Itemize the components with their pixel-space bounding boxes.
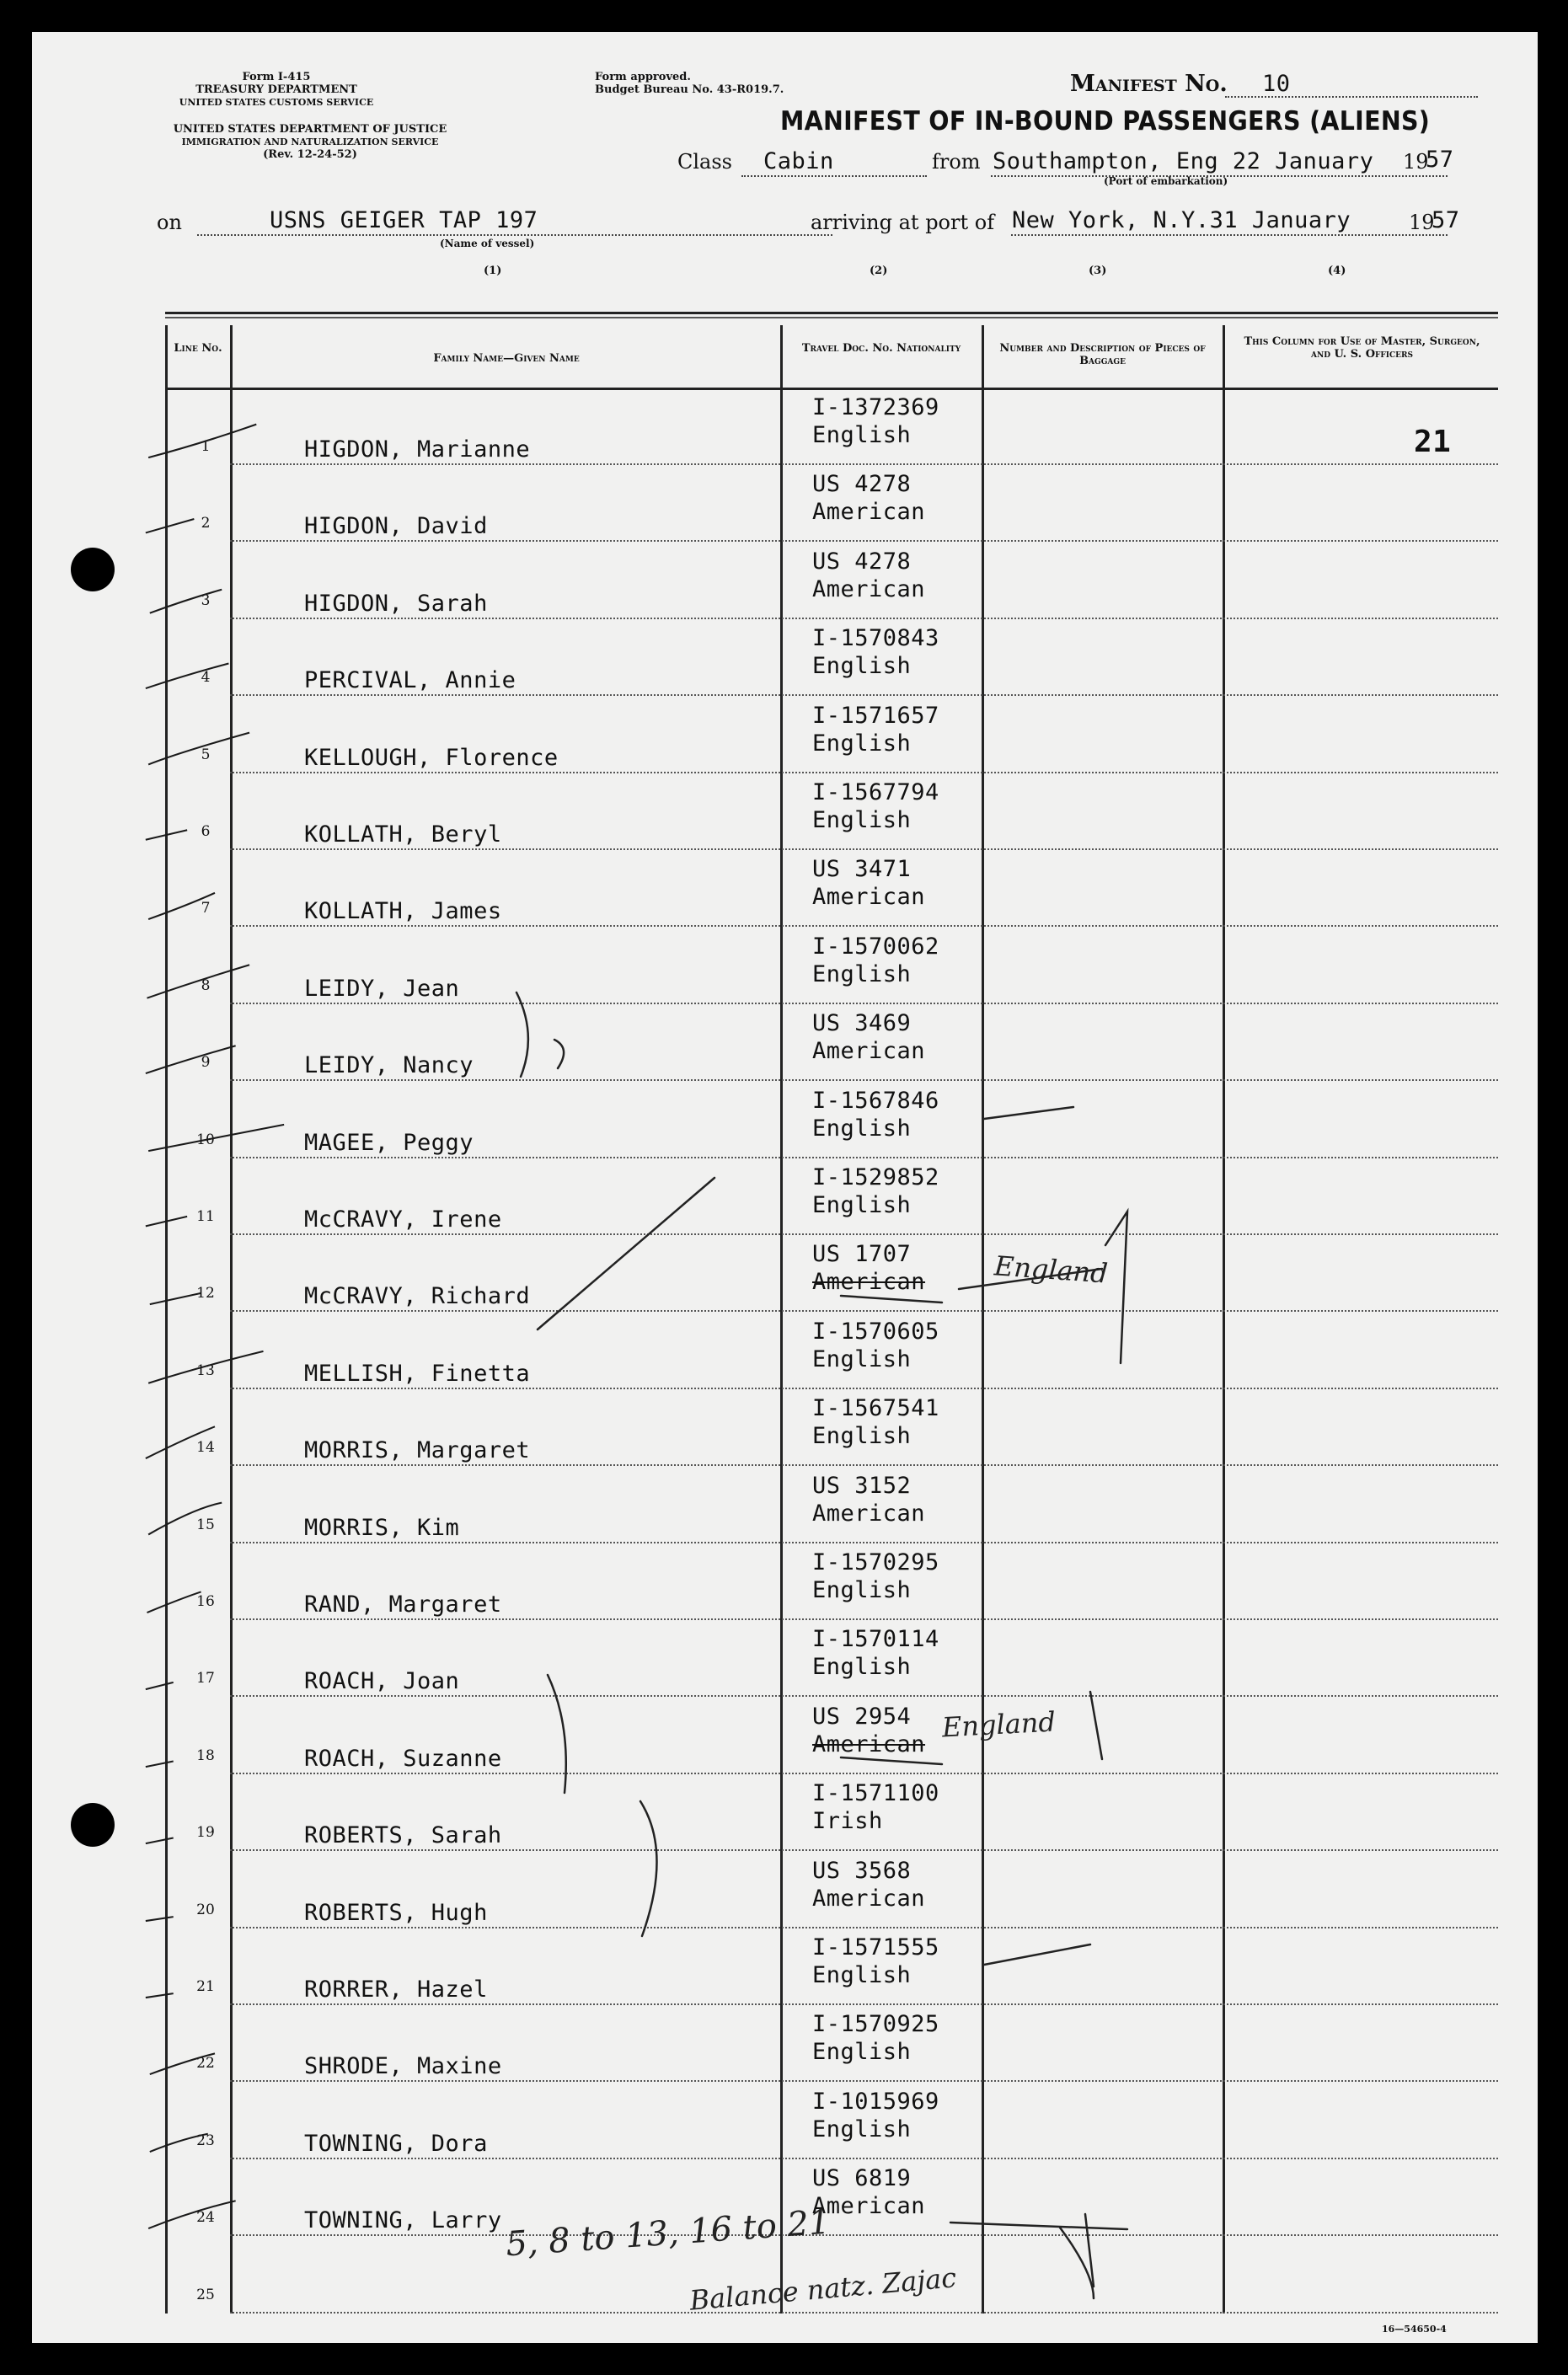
nationality: English	[812, 1115, 912, 1142]
header-name: Family Name—Given Name	[433, 352, 580, 365]
justice-dept: UNITED STATES DEPARTMENT OF JUSTICE	[173, 123, 447, 136]
arrival-year-prefix: 19	[1409, 211, 1435, 234]
travel-doc-no: US 2954	[812, 1703, 912, 1730]
nationality: American	[812, 1500, 926, 1527]
travel-doc-no: I-1570114	[812, 1626, 939, 1653]
table-row	[165, 1159, 1498, 1236]
line-number: 4	[201, 669, 211, 687]
class-label: Class	[677, 150, 732, 174]
line-number: 17	[196, 1670, 215, 1688]
justice-block	[158, 123, 462, 161]
manifest-no-value: 10	[1262, 71, 1291, 97]
row-dotted-rule	[230, 848, 1498, 850]
travel-doc-no: US 3152	[812, 1472, 912, 1499]
line-number: 8	[201, 976, 211, 994]
nationality: American	[812, 575, 926, 602]
row-dotted-rule	[230, 1079, 1498, 1081]
travel-doc-no: I-1571100	[812, 1780, 939, 1807]
row-dotted-rule	[230, 1773, 1498, 1774]
table-row	[165, 1621, 1498, 1698]
col-num-3: (3)	[1089, 265, 1107, 277]
line-number: 19	[196, 1824, 215, 1842]
nationality: English	[812, 2039, 912, 2066]
table-row	[165, 543, 1498, 620]
travel-doc-no: I-1571657	[812, 702, 939, 729]
passenger-name: TOWNING, Larry	[304, 2207, 502, 2234]
travel-doc-no: I-1372369	[812, 394, 939, 420]
port-embark-caption: (Port of embarkation)	[1104, 175, 1228, 187]
travel-doc-no: US 3568	[812, 1857, 912, 1884]
manifest-title: MANIFEST OF IN-BOUND PASSENGERS (ALIENS)	[780, 106, 1431, 136]
table-row	[165, 851, 1498, 928]
hand-england-row12: England	[993, 1249, 1110, 1290]
nationality: American	[812, 1885, 926, 1912]
travel-doc-no: I-1570925	[812, 2011, 939, 2038]
table-row	[165, 1544, 1498, 1621]
hand-balance-note: Balance natz. Zajac	[688, 2261, 958, 2317]
line-number: 25	[196, 2286, 215, 2303]
nationality: English	[812, 1654, 912, 1681]
form-approved-block	[595, 71, 814, 96]
table-row	[165, 466, 1498, 543]
line-number: 9	[201, 1054, 211, 1072]
nationality: English	[812, 2116, 912, 2142]
passenger-name: HIGDON, David	[304, 513, 488, 540]
form-number: Form I-415	[242, 71, 311, 83]
nationality: English	[812, 422, 912, 448]
nationality: American	[812, 1269, 926, 1296]
officer-note: 21	[1414, 425, 1452, 459]
nationality: English	[812, 960, 912, 987]
passenger-name: ROBERTS, Hugh	[304, 1899, 488, 1926]
line-number: 16	[196, 1593, 215, 1610]
passenger-name: HIGDON, Marianne	[304, 436, 531, 463]
form-revision: (Rev. 12-24-52)	[263, 148, 357, 161]
nationality: Irish	[812, 1808, 883, 1835]
line-number: 6	[201, 823, 211, 840]
passenger-name: LEIDY, Nancy	[304, 1052, 474, 1079]
passenger-name: MORRIS, Margaret	[304, 1437, 531, 1464]
row-dotted-rule	[230, 1542, 1498, 1543]
table-row	[165, 1775, 1498, 1852]
line-number: 20	[196, 1901, 215, 1918]
nationality: English	[812, 1423, 912, 1450]
table-row	[165, 1005, 1498, 1082]
line-number: 5	[201, 746, 211, 763]
row-dotted-rule	[230, 1233, 1498, 1235]
row-dotted-rule	[230, 618, 1498, 619]
row-dotted-rule	[230, 925, 1498, 927]
row-dotted-rule	[230, 1157, 1498, 1158]
header-officers: This Column for Use of Master, Surgeon, and U. S. Officers	[1244, 335, 1480, 361]
budget-bureau: Budget Bureau No. 43-R019.7.	[595, 83, 784, 96]
row-dotted-rule	[230, 1927, 1498, 1928]
travel-doc-no: I-1571555	[812, 1934, 939, 1960]
row-dotted-rule	[230, 463, 1498, 465]
row-dotted-rule	[230, 2312, 1498, 2313]
nationality: English	[812, 1192, 912, 1218]
table-row	[165, 698, 1498, 774]
passenger-table	[165, 283, 1498, 2313]
table-row	[165, 928, 1498, 1005]
passenger-name: PERCIVAL, Annie	[304, 667, 516, 694]
line-number: 14	[196, 1439, 215, 1457]
passenger-name: LEIDY, Jean	[304, 975, 460, 1002]
table-row	[165, 2083, 1498, 2160]
table-row	[165, 389, 1498, 466]
line-number: 18	[196, 1746, 215, 1764]
table-row	[165, 2160, 1498, 2237]
line-number: 2	[201, 515, 211, 532]
row-dotted-rule	[230, 1618, 1498, 1620]
row-dotted-rule	[230, 1464, 1498, 1466]
arriving-label: arriving at port of	[811, 211, 995, 234]
table-row	[165, 1390, 1498, 1467]
ins-service: IMMIGRATION AND NATURALIZATION SERVICE	[181, 136, 439, 147]
table-top-rule	[165, 312, 1498, 314]
line-number: 7	[201, 900, 211, 917]
passenger-name: RORRER, Hazel	[304, 1976, 488, 2003]
nationality: English	[812, 653, 912, 680]
travel-doc-no: US 3471	[812, 856, 912, 883]
nationality: English	[812, 807, 912, 833]
travel-doc-no: I-1570295	[812, 1549, 939, 1575]
manifest-no-label: Manifest No.	[1070, 71, 1228, 97]
passenger-name: MAGEE, Peggy	[304, 1129, 474, 1156]
line-number: 21	[196, 1978, 215, 1995]
line-number: 12	[196, 1285, 215, 1303]
from-year: 57	[1426, 147, 1454, 173]
passenger-name: KOLLATH, Beryl	[304, 821, 502, 848]
travel-doc-no: US 4278	[812, 471, 912, 498]
table-row	[165, 1698, 1498, 1775]
header-baggage: Number and Description of Pieces of Baggage	[999, 342, 1206, 367]
row-dotted-rule	[230, 1695, 1498, 1697]
nationality: American	[812, 1038, 926, 1065]
line-number: 24	[196, 2209, 215, 2227]
form-approved: Form approved.	[595, 71, 691, 83]
row-dotted-rule	[230, 1388, 1498, 1389]
class-value: Cabin	[763, 148, 834, 174]
passenger-name: SHRODE, Maxine	[304, 2053, 502, 2080]
travel-doc-no: I-1529852	[812, 1164, 939, 1190]
travel-doc-no: US 6819	[812, 2165, 912, 2192]
line-number: 13	[196, 1361, 215, 1379]
row-dotted-rule	[230, 2003, 1498, 2005]
hand-range-note: 5, 8 to 13, 16 to 21	[504, 2202, 832, 2265]
form-id-block	[150, 71, 403, 109]
nationality: American	[812, 2193, 926, 2220]
travel-doc-no: I-1570843	[812, 625, 939, 652]
travel-doc-no: US 1707	[812, 1241, 912, 1268]
nationality: English	[812, 1577, 912, 1603]
table-row	[165, 1929, 1498, 2006]
passenger-name: KELLOUGH, Florence	[304, 744, 559, 771]
passenger-name: RAND, Margaret	[304, 1591, 502, 1618]
table-row	[165, 620, 1498, 697]
line-number: 23	[196, 2132, 215, 2149]
nationality: English	[812, 1345, 912, 1372]
class-line	[741, 175, 927, 177]
table-row	[165, 1083, 1498, 1159]
passenger-name: HIGDON, Sarah	[304, 590, 488, 617]
arrival-year: 57	[1432, 207, 1460, 233]
from-value: Southampton, Eng 22 January	[993, 148, 1374, 174]
col-num-1: (1)	[484, 265, 502, 277]
passenger-name: KOLLATH, James	[304, 898, 502, 925]
nationality: American	[812, 1730, 926, 1757]
line-number: 15	[196, 1516, 215, 1533]
row-dotted-rule	[230, 1003, 1498, 1004]
row-dotted-rule	[230, 1849, 1498, 1851]
footer-code: 16—54650-4	[1382, 2324, 1447, 2335]
passenger-name: MORRIS, Kim	[304, 1514, 460, 1541]
hand-england-row18: England	[941, 1705, 1057, 1744]
nationality: American	[812, 499, 926, 526]
travel-doc-no: I-1567541	[812, 1395, 939, 1422]
nationality: American	[812, 884, 926, 911]
nationality: English	[812, 1962, 912, 1988]
customs-service: UNITED STATES CUSTOMS SERVICE	[179, 97, 374, 108]
travel-doc-no: US 4278	[812, 548, 912, 575]
row-dotted-rule	[230, 2158, 1498, 2159]
nationality: English	[812, 730, 912, 757]
line-number: 1	[201, 438, 211, 455]
col-num-2: (2)	[870, 265, 888, 277]
passenger-name: ROBERTS, Sarah	[304, 1822, 502, 1849]
table-row	[165, 1313, 1498, 1390]
row-dotted-rule	[230, 772, 1498, 773]
passenger-name: TOWNING, Dora	[304, 2130, 488, 2157]
vessel-name: USNS GEIGER TAP 197	[270, 207, 538, 233]
table-row	[165, 1236, 1498, 1313]
travel-doc-no: US 3469	[812, 1010, 912, 1037]
header-line-no: Line No.	[174, 342, 222, 355]
passenger-name: McCRAVY, Irene	[304, 1206, 502, 1233]
table-row	[165, 774, 1498, 851]
row-dotted-rule	[230, 540, 1498, 542]
line-number: 22	[196, 2055, 215, 2073]
header-travel-doc: Travel Doc. No. Nationality	[801, 342, 961, 355]
table-row	[165, 1853, 1498, 1929]
line-number: 3	[201, 591, 211, 609]
vessel-caption: (Name of vessel)	[440, 238, 535, 249]
on-label: on	[157, 211, 182, 234]
col-num-4: (4)	[1328, 265, 1346, 277]
row-dotted-rule	[230, 694, 1498, 696]
table-rows	[165, 389, 1498, 2313]
punch-hole-bottom	[71, 1803, 115, 1847]
passenger-name: McCRAVY, Richard	[304, 1283, 531, 1310]
table-row	[165, 2006, 1498, 2083]
punch-hole-top	[71, 548, 115, 591]
table-row	[165, 1468, 1498, 1544]
treasury-dept: TREASURY DEPARTMENT	[195, 83, 357, 96]
row-dotted-rule	[230, 2080, 1498, 2082]
arrival-line	[1011, 234, 1448, 236]
manifest-sheet	[32, 32, 1538, 2343]
travel-doc-no: I-1570605	[812, 1318, 939, 1345]
from-label: from	[932, 150, 981, 174]
travel-doc-no: I-1570062	[812, 933, 939, 960]
table-top-rule-2	[165, 317, 1498, 318]
travel-doc-no: I-1567846	[812, 1087, 939, 1114]
passenger-name: ROACH, Joan	[304, 1668, 460, 1695]
row-dotted-rule	[230, 2234, 1498, 2236]
travel-doc-no: I-1567794	[812, 779, 939, 805]
line-number: 11	[196, 1208, 215, 1225]
from-year-prefix: 19	[1403, 150, 1429, 174]
passenger-name: MELLISH, Finetta	[304, 1360, 531, 1387]
passenger-name: ROACH, Suzanne	[304, 1745, 502, 1772]
row-dotted-rule	[230, 1310, 1498, 1312]
arrival-value: New York, N.Y.31 January	[1012, 207, 1351, 233]
vessel-line	[197, 234, 832, 236]
line-number: 10	[196, 1131, 215, 1148]
travel-doc-no: I-1015969	[812, 2088, 939, 2115]
